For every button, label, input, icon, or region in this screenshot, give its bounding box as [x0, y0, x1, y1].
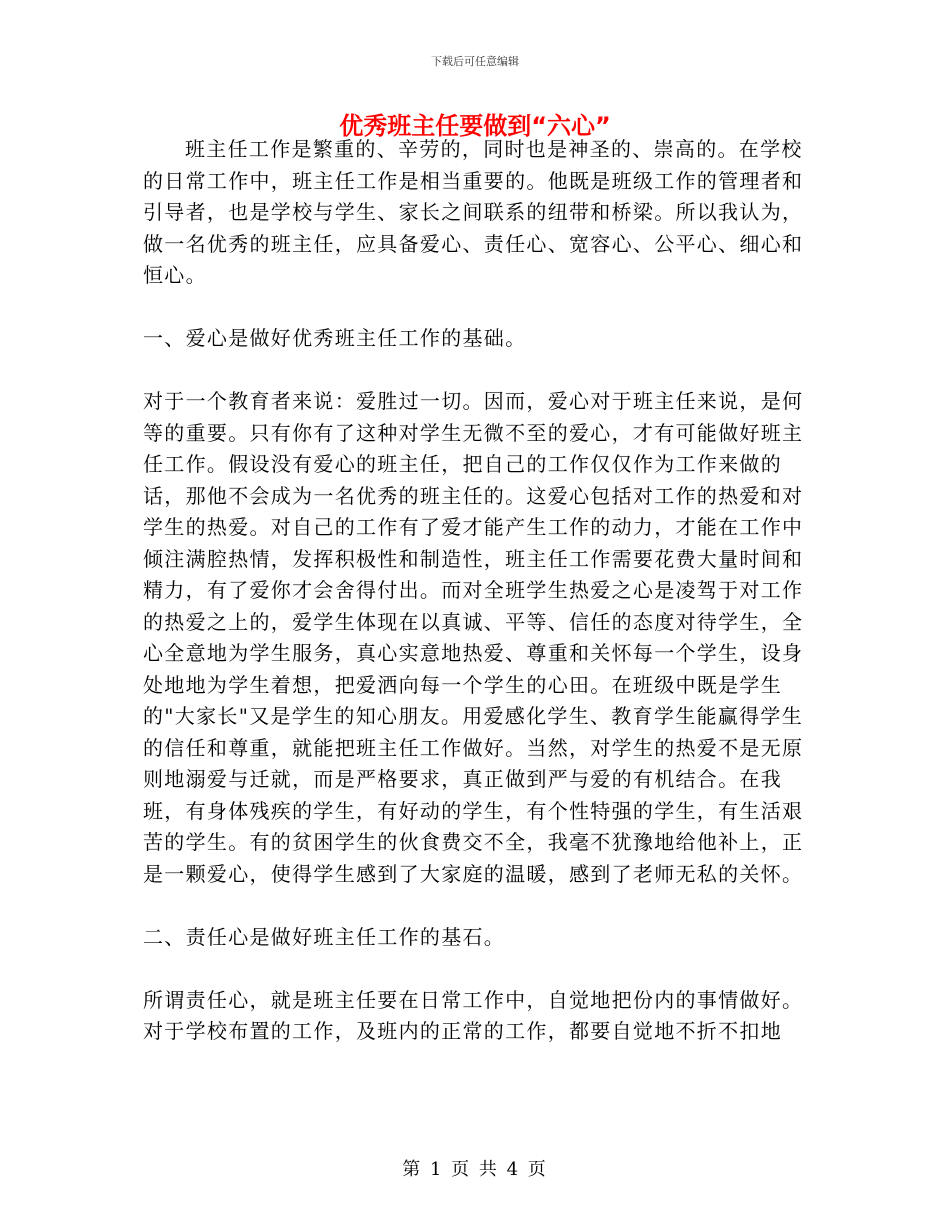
- page-number: 第 1 页 共 4 页: [402, 1159, 548, 1180]
- document-title: 优秀班主任要做到“六心”: [339, 112, 611, 140]
- section-heading-1: 一、爱心是做好优秀班主任工作的基础。: [143, 326, 527, 350]
- section-heading-2: 二、责任心是做好班主任工作的基石。: [143, 924, 506, 949]
- page-header: 下载后可任意编辑: [431, 55, 519, 68]
- section-paragraph-1: 对于一个教育者来说：爱胜过一切。因而，爱心对于班主任来说，是何等的重要。只有你有了这种对学生无微不至的爱心，才有可能做好班主任工作。假设没有爱心的班主任，把自己的工作仅仅作为工作来做的话，那他不会成为一名优秀的班主任的。这爱心包括对工作的热爱和对学生的热爱。对自己的工作有了爱才能产生工作的动力，才能在工作中倾注满腔热情，发挥积极性和制造性，班主任工作需要花费大量时间和精力，有了爱你才会舍得付出。而对全班学生热爱之心是凌驾于对工作的热爱之上的，爱学生体现在以真诚、平等、信任的态度对待学生，全心全意地为学生服务，真心实意地热爱、尊重和关怀每一个学生，设身处地地为学生着想，把爱洒向每一个学生的心田。在班级中既是学生的"大家长"又是学生的知心朋友。用爱感化学生、教育学生能赢得学生的信任和尊重，就能把班主任工作做好。当然，对学生的热爱不是无原则地溺爱与迁就，而是严格要求，真正做到严与爱的有机结合。在我班，有身体残疾的学生，有好动的学生，有个性特强的学生，有生活艰苦的学生。有的贫困学生的伙食费交不全，我毫不犹豫地给他补上，正是一颗爱心，使得学生感到了大家庭的温暖，感到了老师无私的关怀。: [143, 389, 804, 886]
- section-paragraph-2: 所谓责任心，就是班主任要在日常工作中，自觉地把份内的事情做好。对于学校布置的工作，及班内的正常的工作，都要自觉地不折不扣地: [143, 987, 804, 1043]
- document-body: [143, 134, 808, 1048]
- intro-paragraph: 班主任工作是繁重的、辛劳的，同时也是神圣的、崇高的。在学校的日常工作中，班主任工作是相当重要的。他既是班级工作的管理者和引导者，也是学校与学生、家长之间联系的纽带和桥梁。所以我认为，做一名优秀的班主任，应具备爱心、责任心、宽容心、公平心、细心和恒心。: [143, 137, 804, 287]
